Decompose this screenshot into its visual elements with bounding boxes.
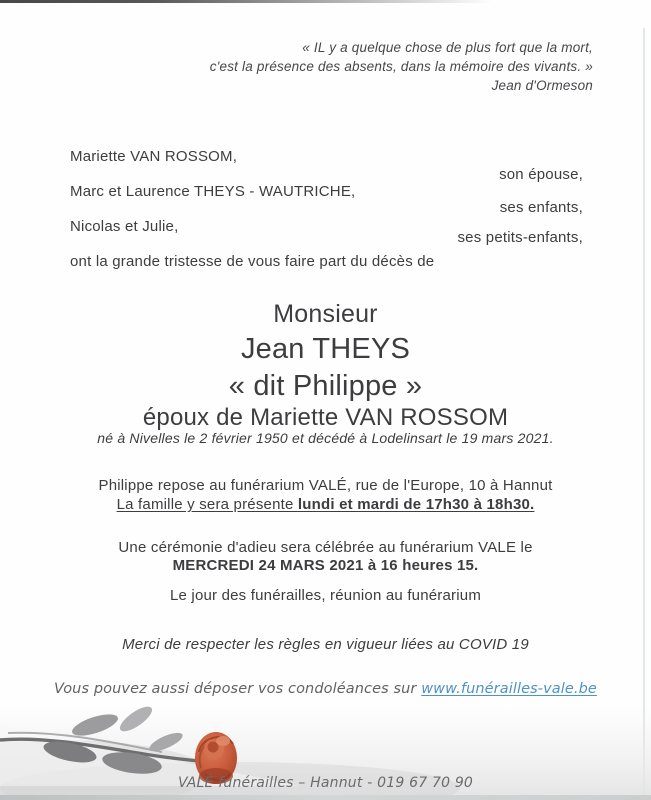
deceased-nickname: « dit Philippe » [228,370,423,402]
relation-label-grandchildren: ses petits-enfants, [457,229,583,246]
deceased-title: Monsieur [273,300,378,328]
family-presence-schedule: lundi et mardi de 17h30 à 18h30. [297,496,535,513]
scan-top-edge-line [0,0,492,3]
announcement-intro-line: ont la grande tristesse de vous faire part du décès de [70,253,435,270]
deceased-life-dates: né à Nivelles le 2 février 1950 et décédé à Lodelinsart le 19 mars 2021. [97,430,554,446]
family-presence-prefix: La famille y sera présente [116,496,298,513]
deceased-name: Jean THEYS [240,333,411,365]
funeral-day-line: Le jour des funérailles, réunion au funérarium [169,587,482,604]
family-member-grandchildren-names: Nicolas et Julie, [70,218,179,235]
quote-author: Jean d'Ormeson [491,78,593,93]
family-member-children-names: Marc et Laurence THEYS - WAUTRICHE, [70,183,356,200]
repose-location-line: Philippe repose au funérarium VALÉ, rue de l'Europe, 10 à Hannut [98,477,553,494]
funeral-home-footer: VALÉ funérailles – Hannut - 019 67 70 90 [177,775,474,791]
family-presence-line [0,496,651,513]
relation-label-spouse: son épouse, [499,166,583,183]
quote-line-1: « IL y a quelque chose de plus fort que la mort, [302,40,593,55]
deceased-spouse-line: époux de Mariette VAN ROSSOM [142,404,509,431]
condolences-website-link[interactable]: www.funérailles-vale.be [421,681,597,697]
scan-bottom-edge [0,795,651,800]
condolences-text: Vous pouvez aussi déposer vos condoléances sur [54,681,422,697]
quote-line-2: c'est la présence des absents, dans la mémoire des vivants. » [209,59,593,74]
covid-notice-line: Merci de respecter les règles en vigueur liées au COVID 19 [122,636,529,653]
opening-quote [210,38,593,95]
ceremony-date-line: MERCREDI 24 MARS 2021 à 16 heures 15. [172,557,479,574]
ceremony-intro-line: Une cérémonie d'adieu sera célébrée au funérarium VALE le [118,539,533,556]
relation-label-children: ses enfants, [499,199,583,216]
family-member-spouse-name: Mariette VAN ROSSOM, [70,148,238,165]
